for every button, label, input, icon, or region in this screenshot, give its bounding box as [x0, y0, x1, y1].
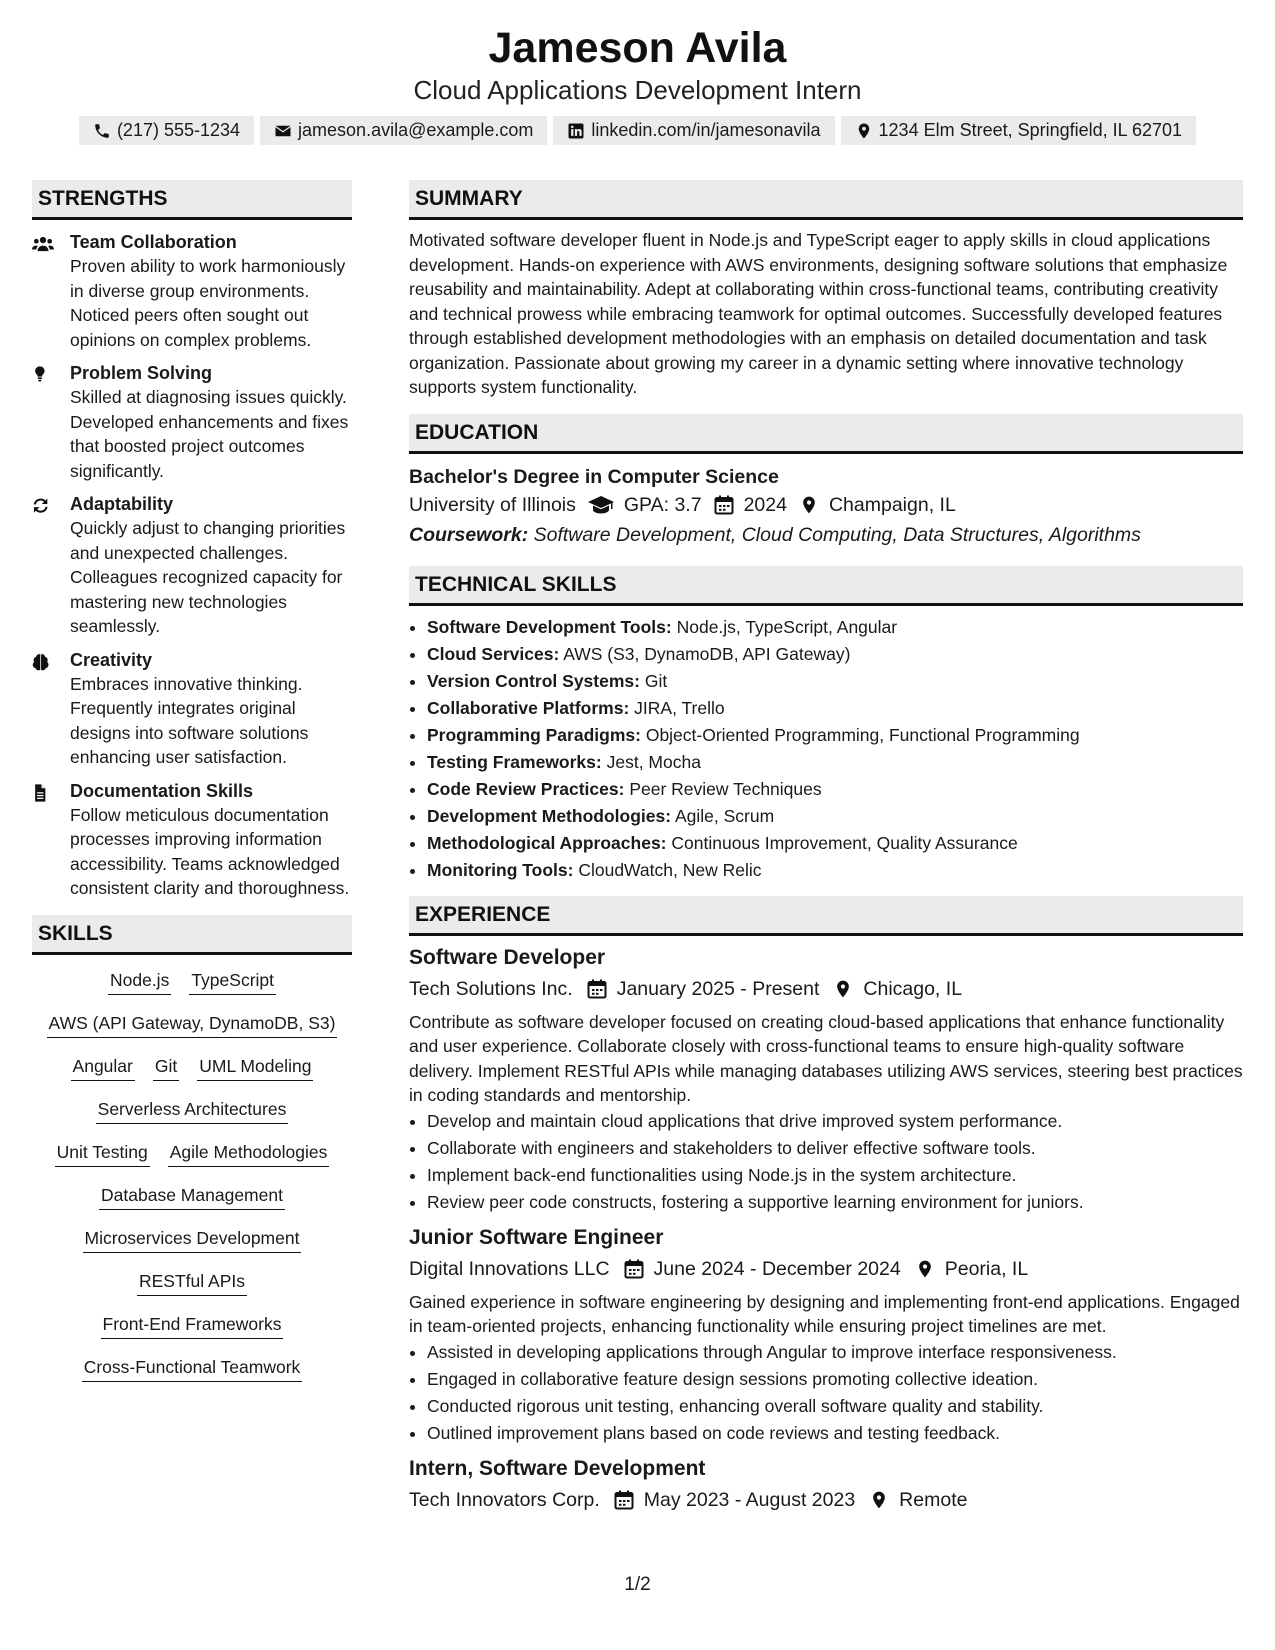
- job-meta: [409, 972, 1243, 1006]
- contact-address-text: 1234 Elm Street, Springfield, IL 62701: [878, 120, 1183, 140]
- job-location: Remote: [899, 1488, 968, 1511]
- technical-skill-label: Development Methodologies:: [427, 805, 672, 826]
- sync-icon: [32, 496, 54, 516]
- contact-email-text: jameson.avila@example.com: [298, 120, 534, 140]
- job-bullet: • Review peer code constructs, fostering a supportive learning environment for juniors.: [427, 1189, 1243, 1216]
- strength-desc: Follow meticulous documentation processes improving information accessibility. Teams acknowledged consistent clarity and thoroughness.: [70, 804, 350, 898]
- experience-entry: [409, 944, 1243, 1216]
- map-pin-icon: [799, 495, 819, 515]
- skill-tag: Angular: [71, 1055, 135, 1081]
- skills-tag-row: [32, 1270, 352, 1296]
- skill-tag: Cross-Functional Teamwork: [82, 1356, 303, 1382]
- job-company: Digital Innovations LLC: [409, 1257, 610, 1280]
- technical-skill-value: Continuous Improvement, Quality Assurance: [671, 832, 1018, 853]
- linkedin-icon: [567, 122, 585, 140]
- strength-title: Problem Solving: [70, 363, 213, 383]
- page-number: 1/2: [624, 1574, 651, 1595]
- technical-skill-value: Object-Oriented Programming, Functional Programming: [645, 724, 1080, 745]
- job-title: Intern, Software Development: [409, 1456, 706, 1480]
- technical-skill-label: Programming Paradigms:: [427, 724, 641, 745]
- experience-list: [409, 944, 1243, 1517]
- education-coursework: [409, 520, 1243, 550]
- job-bullet: • Develop and maintain cloud applications that drive improved system performance.: [427, 1108, 1243, 1135]
- map-pin-icon: [833, 979, 853, 999]
- technical-skill-item: [427, 803, 1243, 830]
- technical-skill-value: Node.js, TypeScript, Angular: [676, 616, 898, 637]
- skill-tag: Unit Testing: [55, 1141, 150, 1167]
- skill-tag: Node.js: [108, 969, 171, 995]
- strength-desc: Skilled at diagnosing issues quickly. Developed enhancements and fixes that boosted project outcomes significantly.: [70, 387, 349, 481]
- technical-skill-item: [427, 722, 1243, 749]
- job-title: Junior Software Engineer: [409, 1225, 664, 1249]
- skill-tag: Front-End Frameworks: [101, 1313, 284, 1339]
- skill-tag: Serverless Architectures: [96, 1098, 289, 1124]
- technical-skill-value: JIRA, Trello: [634, 697, 725, 718]
- strength-desc: Embraces innovative thinking. Frequently integrates original designs into software solutions enhancing user satisfaction.: [70, 673, 309, 767]
- experience-entry: [409, 1224, 1243, 1447]
- job-company: Tech Solutions Inc.: [409, 977, 573, 1000]
- strength-item: [32, 230, 352, 352]
- contact-bar: [0, 116, 1275, 145]
- strength-title: Adaptability: [70, 494, 174, 514]
- calendar-icon: [614, 1490, 634, 1510]
- technical-skill-value: Jest, Mocha: [606, 751, 701, 772]
- experience-entry: [409, 1455, 1243, 1517]
- coursework-label: Coursework:: [409, 523, 529, 546]
- technical-skill-item: [427, 830, 1243, 857]
- job-dates: January 2025 - Present: [616, 977, 820, 1000]
- technical-skill-label: Cloud Services:: [427, 643, 560, 664]
- skills-tag-row: [32, 969, 352, 995]
- technical-skill-item: [427, 776, 1243, 803]
- job-bullet: • Conducted rigorous unit testing, enhancing overall software quality and stability.: [427, 1393, 1243, 1420]
- strength-item: [32, 648, 352, 770]
- calendar-icon: [714, 495, 734, 515]
- right-column: [409, 180, 1243, 1517]
- technical-skills-heading: TECHNICAL SKILLS: [409, 566, 1243, 606]
- contact-phone-text: (217) 555-1234: [116, 120, 241, 140]
- skill-tag: Git: [153, 1055, 179, 1081]
- technical-skill-value: AWS (S3, DynamoDB, API Gateway): [563, 643, 851, 664]
- technical-skill-value: CloudWatch, New Relic: [578, 859, 762, 880]
- skills-tag-row: [32, 1184, 352, 1210]
- job-bullet: • Collaborate with engineers and stakeholders to deliver effective software tools.: [427, 1135, 1243, 1162]
- strength-desc: Quickly adjust to changing priorities and unexpected challenges. Colleagues recognized capacity for mastering new technologies seamlessly.: [70, 518, 346, 636]
- job-dates: June 2024 - December 2024: [653, 1257, 901, 1280]
- education-heading: EDUCATION: [409, 414, 1243, 454]
- job-meta: [409, 1252, 1243, 1286]
- strength-title: Documentation Skills: [70, 780, 254, 801]
- education-location: Champaign, IL: [828, 493, 956, 516]
- skills-tag-row: [32, 1356, 352, 1382]
- strengths-list: [32, 230, 352, 901]
- job-bullet: • Outlined improvement plans based on code reviews and testing feedback.: [427, 1420, 1243, 1447]
- strength-item: [32, 779, 352, 901]
- envelope-icon: [274, 122, 292, 140]
- skills-tag-row: [32, 1012, 352, 1038]
- summary-text: Motivated software developer fluent in Node.js and TypeScript eager to apply skills in cloud applications development. Hands-on experience with AWS environments, designing software solutions that emphasize reusability and maintainability. Adept at collaborating within cross-functional teams, contributing creativity and technical prowess while embracing teamwork for optimal outcomes. Successfully developed features through established development methodologies with an emphasis on detailed documentation and task organization. Passionate about growing my career in a dynamic setting where innovative technology supports system functionality.: [409, 230, 1228, 397]
- job-bullets: [409, 1108, 1243, 1216]
- education-meta: [409, 490, 1243, 520]
- map-pin-icon: [855, 122, 873, 140]
- job-bullet: • Assisted in developing applications through Angular to improve interface responsiveness.: [427, 1339, 1243, 1366]
- skill-tag: Microservices Development: [83, 1227, 302, 1253]
- experience-heading: EXPERIENCE: [409, 896, 1243, 936]
- job-description: Contribute as software developer focused on creating cloud-based applications that enhance functionality and user experience. Collaborate closely with cross-functional teams to ensure high-quality software delivery. Implement RESTful APIs while managing databases utilizing AWS services, steering best practices in coding standards and mentorship.: [409, 1011, 1243, 1105]
- technical-skill-label: Testing Frameworks:: [427, 751, 602, 772]
- contact-address: [841, 116, 1197, 145]
- technical-skill-value: Agile, Scrum: [674, 805, 775, 826]
- technical-skill-item: [427, 749, 1243, 776]
- candidate-name: Jameson Avila: [488, 24, 787, 72]
- skills-heading: SKILLS: [32, 915, 352, 955]
- technical-skill-item: [427, 614, 1243, 641]
- technical-skill-label: Monitoring Tools:: [427, 859, 574, 880]
- skills-tag-row: [32, 1098, 352, 1124]
- document-icon: [32, 783, 54, 803]
- skill-tag: Database Management: [99, 1184, 285, 1210]
- education-degree: Bachelor's Degree in Computer Science: [409, 465, 779, 488]
- skill-tag: Agile Methodologies: [168, 1141, 330, 1167]
- technical-skill-label: Software Development Tools:: [427, 616, 672, 637]
- strength-desc: Proven ability to work harmoniously in diverse group environments. Noticed peers often sought out opinions on complex problems.: [70, 256, 346, 350]
- technical-skill-item: [427, 641, 1243, 668]
- skills-tag-row: [32, 1141, 352, 1167]
- skill-tag: RESTful APIs: [137, 1270, 247, 1296]
- map-pin-icon: [869, 1490, 889, 1510]
- graduation-cap-icon: [588, 495, 614, 515]
- technical-skill-item: [427, 857, 1243, 884]
- resume-header: [0, 22, 1275, 145]
- job-meta: [409, 1483, 1243, 1517]
- skill-tag: UML Modeling: [197, 1055, 313, 1081]
- technical-skill-value: Git: [644, 670, 668, 691]
- skills-tag-row: [32, 1055, 352, 1081]
- skill-tag: AWS (API Gateway, DynamoDB, S3): [47, 1012, 338, 1038]
- technical-skills-list: [409, 614, 1243, 884]
- education-school: University of Illinois: [409, 493, 576, 516]
- left-column: [32, 180, 352, 1399]
- job-company: Tech Innovators Corp.: [409, 1488, 600, 1511]
- technical-skill-value: Peer Review Techniques: [629, 778, 822, 799]
- strength-title: Creativity: [70, 649, 153, 670]
- job-location: Peoria, IL: [944, 1257, 1029, 1280]
- technical-skill-label: Collaborative Platforms:: [427, 697, 630, 718]
- job-bullets: [409, 1339, 1243, 1447]
- technical-skill-label: Code Review Practices:: [427, 778, 625, 799]
- skills-tag-row: [32, 1227, 352, 1253]
- candidate-role: Cloud Applications Development Intern: [413, 75, 862, 105]
- phone-icon: [93, 122, 111, 140]
- job-description: Gained experience in software engineering by designing and implementing front-end applications. Engaged in team-oriented projects, enhancing functionality while ensuring project timelines are met.: [409, 1291, 1240, 1336]
- job-title: Software Developer: [409, 945, 606, 969]
- job-location: Chicago, IL: [863, 977, 963, 1000]
- users-icon: [32, 234, 54, 254]
- strengths-heading: STRENGTHS: [32, 180, 352, 220]
- skills-tag-list: [32, 969, 352, 1382]
- education-year: 2024: [743, 493, 787, 516]
- technical-skill-label: Version Control Systems:: [427, 670, 640, 691]
- contact-email[interactable]: [260, 116, 547, 145]
- strength-item: [32, 361, 352, 483]
- lightbulb-icon: [32, 365, 54, 385]
- coursework-list: Software Development, Cloud Computing, Data Structures, Algorithms: [533, 523, 1141, 546]
- calendar-icon: [624, 1259, 644, 1279]
- job-bullet: • Engaged in collaborative feature design sessions promoting collective ideation.: [427, 1366, 1243, 1393]
- summary-heading: SUMMARY: [409, 180, 1243, 220]
- map-pin-icon: [915, 1259, 935, 1279]
- strength-item: [32, 492, 352, 639]
- skills-tag-row: [32, 1313, 352, 1339]
- calendar-icon: [587, 979, 607, 999]
- education-gpa: GPA: 3.7: [623, 493, 702, 516]
- brain-icon: [32, 652, 54, 672]
- job-bullet: • Implement back-end functionalities using Node.js in the system architecture.: [427, 1162, 1243, 1189]
- technical-skill-label: Methodological Approaches:: [427, 832, 667, 853]
- skill-tag: TypeScript: [189, 969, 276, 995]
- contact-linkedin-text: linkedin.com/in/jamesonavila: [591, 120, 821, 140]
- contact-linkedin[interactable]: [553, 116, 834, 145]
- contact-phone: [79, 116, 254, 145]
- technical-skill-item: [427, 695, 1243, 722]
- strength-title: Team Collaboration: [70, 232, 237, 252]
- technical-skill-item: [427, 668, 1243, 695]
- job-dates: May 2023 - August 2023: [643, 1488, 856, 1511]
